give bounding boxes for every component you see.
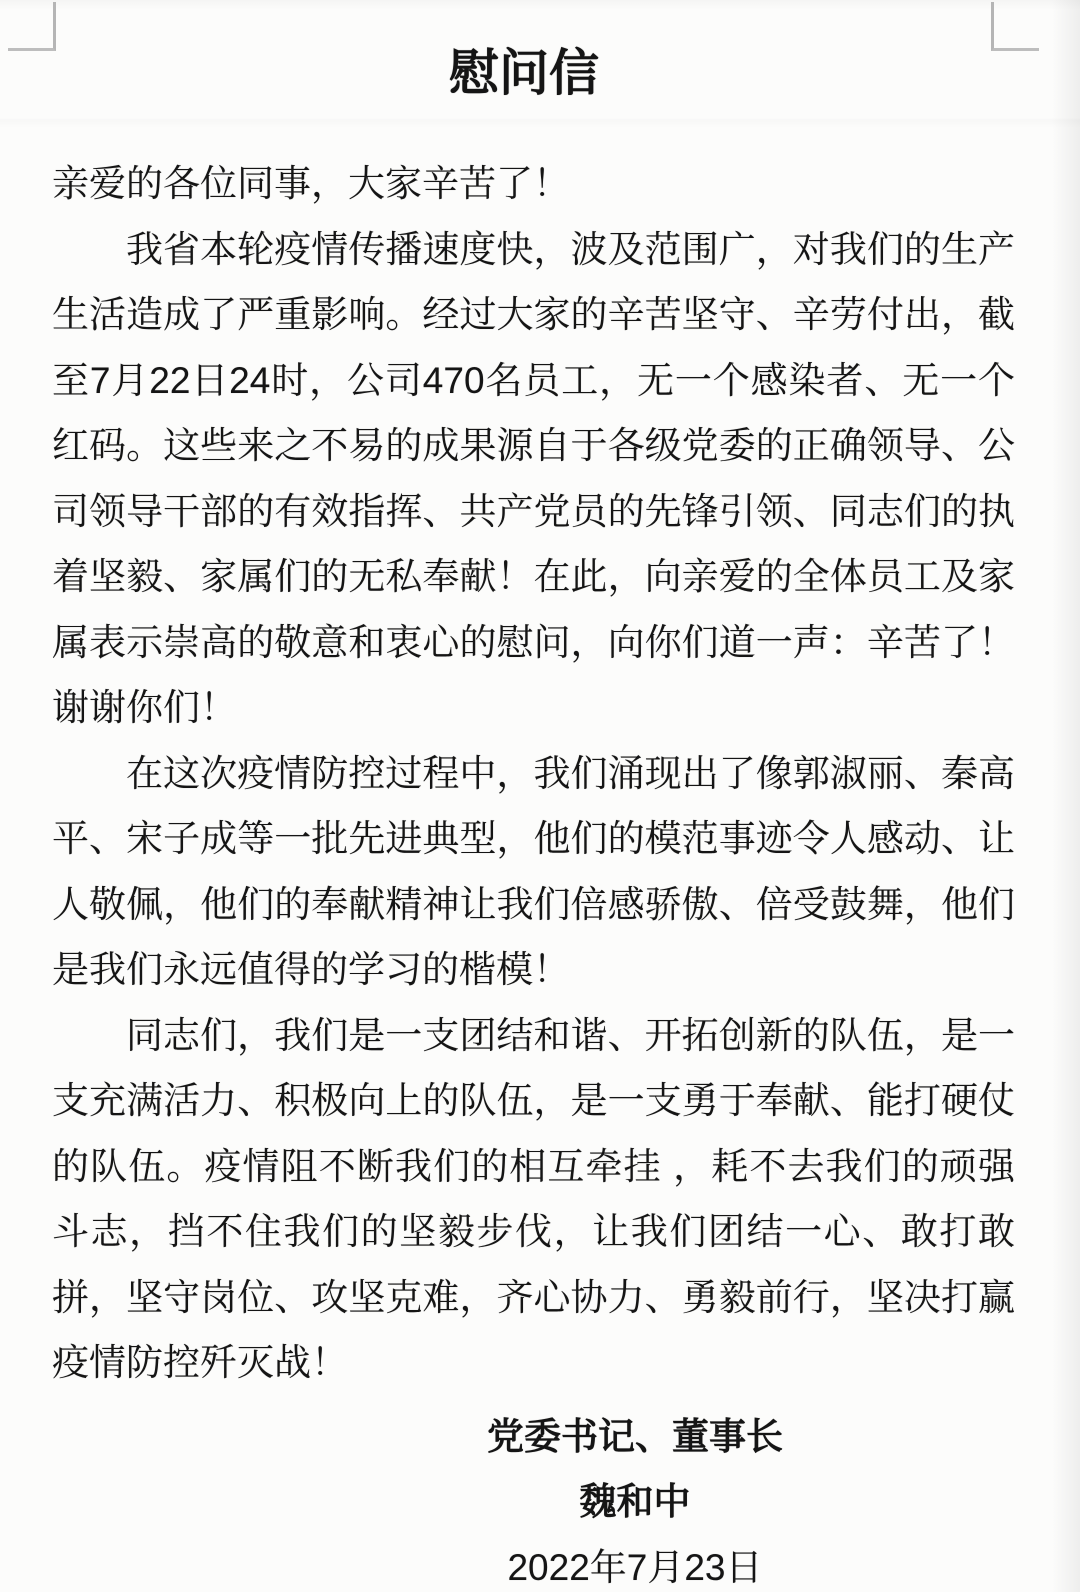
signature-name: 魏和中 <box>579 1481 691 1522</box>
paragraph-1: 我省本轮疫情传播速度快，波及范围广，对我们的生产生活造成了严重影响。经过大家的辛苦坚守、辛劳付出，截至7月22日24时，公司470名员工，无一个感染者、无一个红码。这些来之不易的成果源自于各级党委的正确领导、公司领导干部的有效指挥、共产党员的先锋引领、同志们的执着坚毅、家属们的无私奉献！在此，向亲爱的全体员工及家属表示崇高的敬意和衷心的慰问，向你们道一声：辛苦了！谢谢你们！ <box>52 228 1015 728</box>
crop-mark-top-right <box>991 2 1039 51</box>
salutation: 亲爱的各位同事，大家辛苦了！ <box>52 163 570 204</box>
signature-date: 2022年7月23日 <box>507 1546 763 1588</box>
title-wrap <box>0 0 1080 101</box>
signature-block <box>95 1404 1080 1592</box>
paragraph-3: 同志们，我们是一支团结和谐、开拓创新的队伍，是一支充满活力、积极向上的队伍，是一支勇于奉献、能打硬仗的队伍。疫情阻不断我们的相互牵挂 ，耗不去我们的顽强斗志，挡不住我们的坚毅步伐，让我们团结一心、敢打敢拼，坚守岗位、攻坚克难，齐心协力、勇毅前行，坚决打赢疫情防控歼灭战！ <box>52 1014 1015 1383</box>
paragraph-2: 在这次疫情防控过程中，我们涌现出了像郭淑丽、秦高平、宋子成等一批先进典型，他们的模范事迹令人感动、让人敬佩，他们的奉献精神让我们倍感骄傲、倍受鼓舞，他们是我们永远值得的学习的楷模！ <box>52 752 1015 990</box>
signature-role: 党委书记、董事长 <box>487 1415 783 1457</box>
crop-mark-top-left <box>8 2 56 51</box>
letter-title: 慰问信 <box>449 45 599 101</box>
letter-body <box>52 151 1015 1396</box>
